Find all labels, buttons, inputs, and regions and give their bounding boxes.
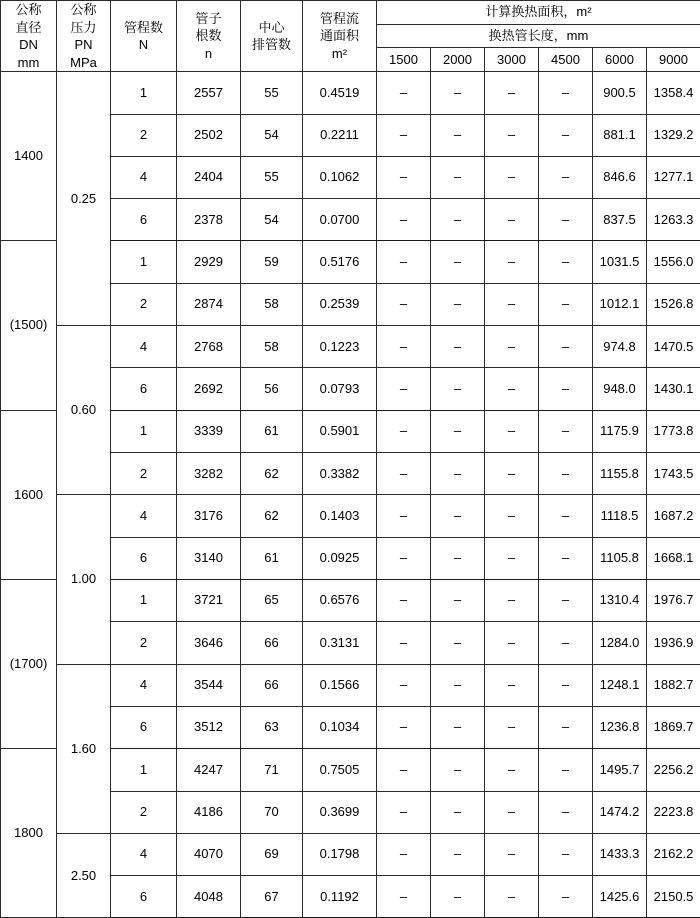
cell-pass-count: 4 [111, 495, 177, 537]
cell-heat-area-6000: 1425.6 [593, 876, 647, 918]
cell-heat-area-6000: 1236.8 [593, 706, 647, 748]
cell-heat-area-3000: – [485, 537, 539, 579]
cell-pass-count: 2 [111, 622, 177, 664]
cell-nominal-diameter: (1700) [1, 579, 57, 748]
header-calc-heat-area: 计算换热面积，m² [377, 1, 700, 25]
cell-heat-area-9000: 2162.2 [647, 833, 700, 875]
header-pn-line4: MPa [57, 54, 110, 72]
cell-nominal-diameter: 1800 [1, 749, 57, 918]
cell-pass-count: 2 [111, 453, 177, 495]
cell-heat-area-3000: – [485, 664, 539, 706]
cell-heat-area-2000: – [431, 706, 485, 748]
header-dn-line4: mm [1, 54, 56, 72]
header-pn-line1: 公称 [57, 1, 110, 19]
cell-heat-area-6000: 846.6 [593, 156, 647, 198]
cell-heat-area-1500: – [377, 156, 431, 198]
cell-center-row-count: 71 [241, 749, 303, 791]
header-nominal-pressure [57, 1, 111, 72]
cell-tube-count: 3339 [177, 410, 241, 452]
cell-heat-area-2000: – [431, 622, 485, 664]
cell-heat-area-2000: – [431, 453, 485, 495]
header-tubes-line3: n [177, 45, 240, 63]
cell-pass-count: 1 [111, 241, 177, 283]
cell-center-row-count: 66 [241, 622, 303, 664]
cell-heat-area-2000: – [431, 368, 485, 410]
cell-pass-count: 6 [111, 706, 177, 748]
cell-heat-area-3000: – [485, 579, 539, 621]
cell-heat-area-2000: – [431, 537, 485, 579]
header-pn-line2: 压力 [57, 19, 110, 37]
cell-heat-area-9000: 1773.8 [647, 410, 700, 452]
cell-tube-count: 2692 [177, 368, 241, 410]
cell-flow-area: 0.3131 [303, 622, 377, 664]
cell-heat-area-3000: – [485, 706, 539, 748]
header-passes-line2: N [111, 36, 176, 54]
header-dn-line2: 直径 [1, 19, 56, 37]
table-row [1, 833, 700, 875]
cell-heat-area-9000: 1936.9 [647, 622, 700, 664]
cell-center-row-count: 55 [241, 72, 303, 114]
cell-heat-area-1500: – [377, 876, 431, 918]
cell-heat-area-1500: – [377, 453, 431, 495]
cell-nominal-pressure: 2.50 [57, 833, 111, 918]
cell-heat-area-4500: – [539, 876, 593, 918]
cell-tube-count: 3140 [177, 537, 241, 579]
cell-heat-area-2000: – [431, 664, 485, 706]
cell-heat-area-4500: – [539, 199, 593, 241]
header-row-1 [1, 1, 700, 25]
cell-heat-area-4500: – [539, 833, 593, 875]
cell-heat-area-4500: – [539, 706, 593, 748]
cell-nominal-diameter: (1500) [1, 241, 57, 410]
header-length-4500: 4500 [539, 48, 593, 72]
cell-tube-count: 4048 [177, 876, 241, 918]
cell-heat-area-3000: – [485, 114, 539, 156]
cell-center-row-count: 69 [241, 833, 303, 875]
cell-heat-area-6000: 948.0 [593, 368, 647, 410]
cell-heat-area-9000: 1976.7 [647, 579, 700, 621]
cell-pass-count: 4 [111, 833, 177, 875]
cell-flow-area: 0.3382 [303, 453, 377, 495]
cell-center-row-count: 61 [241, 537, 303, 579]
header-dn-line3: DN [1, 36, 56, 54]
cell-flow-area: 0.1034 [303, 706, 377, 748]
header-flow-line2: 通面积 [303, 27, 376, 45]
cell-heat-area-1500: – [377, 622, 431, 664]
cell-heat-area-1500: – [377, 368, 431, 410]
cell-tube-count: 2502 [177, 114, 241, 156]
cell-heat-area-9000: 1277.1 [647, 156, 700, 198]
cell-flow-area: 0.1798 [303, 833, 377, 875]
header-length-1500: 1500 [377, 48, 431, 72]
cell-heat-area-9000: 1470.5 [647, 326, 700, 368]
cell-heat-area-6000: 1012.1 [593, 283, 647, 325]
cell-heat-area-6000: 1474.2 [593, 791, 647, 833]
cell-tube-count: 4070 [177, 833, 241, 875]
cell-heat-area-1500: – [377, 199, 431, 241]
cell-heat-area-3000: – [485, 876, 539, 918]
cell-heat-area-4500: – [539, 495, 593, 537]
cell-heat-area-3000: – [485, 749, 539, 791]
cell-center-row-count: 62 [241, 453, 303, 495]
cell-heat-area-2000: – [431, 791, 485, 833]
cell-flow-area: 0.0700 [303, 199, 377, 241]
cell-pass-count: 2 [111, 283, 177, 325]
cell-flow-area: 0.1192 [303, 876, 377, 918]
cell-center-row-count: 56 [241, 368, 303, 410]
cell-center-row-count: 55 [241, 156, 303, 198]
cell-heat-area-1500: – [377, 72, 431, 114]
cell-heat-area-4500: – [539, 453, 593, 495]
cell-tube-count: 2874 [177, 283, 241, 325]
cell-heat-area-2000: – [431, 156, 485, 198]
cell-heat-area-2000: – [431, 876, 485, 918]
cell-heat-area-6000: 1248.1 [593, 664, 647, 706]
cell-flow-area: 0.0793 [303, 368, 377, 410]
cell-heat-area-1500: – [377, 706, 431, 748]
cell-heat-area-1500: – [377, 833, 431, 875]
header-passes-line1: 管程数 [111, 19, 176, 37]
cell-heat-area-4500: – [539, 537, 593, 579]
header-center-row-count [241, 1, 303, 72]
cell-heat-area-3000: – [485, 833, 539, 875]
cell-pass-count: 4 [111, 664, 177, 706]
cell-center-row-count: 65 [241, 579, 303, 621]
cell-heat-area-3000: – [485, 156, 539, 198]
header-tubes-line2: 根数 [177, 27, 240, 45]
header-flow-line3: m² [303, 45, 376, 63]
cell-center-row-count: 66 [241, 664, 303, 706]
cell-pass-count: 1 [111, 410, 177, 452]
cell-heat-area-2000: – [431, 241, 485, 283]
header-tubes-line1: 管子 [177, 10, 240, 28]
cell-heat-area-2000: – [431, 72, 485, 114]
cell-flow-area: 0.6576 [303, 579, 377, 621]
cell-nominal-pressure: 0.25 [57, 72, 111, 326]
table-row [1, 664, 700, 706]
cell-heat-area-2000: – [431, 326, 485, 368]
cell-tube-count: 4186 [177, 791, 241, 833]
cell-center-row-count: 54 [241, 199, 303, 241]
cell-heat-area-1500: – [377, 791, 431, 833]
table-body [1, 72, 700, 918]
cell-pass-count: 6 [111, 876, 177, 918]
cell-pass-count: 2 [111, 114, 177, 156]
cell-tube-count: 2768 [177, 326, 241, 368]
header-tube-length: 换热管长度，mm [377, 24, 700, 48]
cell-nominal-diameter: 1600 [1, 410, 57, 579]
cell-nominal-diameter: 1400 [1, 72, 57, 241]
header-length-3000: 3000 [485, 48, 539, 72]
cell-heat-area-6000: 837.5 [593, 199, 647, 241]
cell-heat-area-1500: – [377, 410, 431, 452]
cell-heat-area-1500: – [377, 537, 431, 579]
cell-flow-area: 0.5901 [303, 410, 377, 452]
cell-heat-area-9000: 2150.5 [647, 876, 700, 918]
cell-tube-count: 2404 [177, 156, 241, 198]
cell-flow-area: 0.2211 [303, 114, 377, 156]
cell-heat-area-6000: 881.1 [593, 114, 647, 156]
cell-heat-area-9000: 1743.5 [647, 453, 700, 495]
cell-tube-count: 2557 [177, 72, 241, 114]
cell-pass-count: 2 [111, 791, 177, 833]
header-center-line2: 排管数 [241, 36, 302, 54]
cell-heat-area-9000: 1869.7 [647, 706, 700, 748]
cell-heat-area-1500: – [377, 664, 431, 706]
cell-center-row-count: 58 [241, 326, 303, 368]
cell-tube-count: 3176 [177, 495, 241, 537]
cell-center-row-count: 70 [241, 791, 303, 833]
cell-heat-area-4500: – [539, 283, 593, 325]
cell-heat-area-4500: – [539, 368, 593, 410]
table-row [1, 495, 700, 537]
cell-heat-area-3000: – [485, 326, 539, 368]
header-length-9000: 9000 [647, 48, 700, 72]
cell-heat-area-4500: – [539, 579, 593, 621]
cell-heat-area-6000: 1495.7 [593, 749, 647, 791]
cell-tube-count: 3512 [177, 706, 241, 748]
cell-center-row-count: 59 [241, 241, 303, 283]
cell-heat-area-4500: – [539, 72, 593, 114]
cell-heat-area-1500: – [377, 283, 431, 325]
cell-flow-area: 0.0925 [303, 537, 377, 579]
cell-heat-area-2000: – [431, 283, 485, 325]
header-nominal-diameter [1, 1, 57, 72]
cell-flow-area: 0.1403 [303, 495, 377, 537]
cell-tube-count: 3282 [177, 453, 241, 495]
cell-heat-area-3000: – [485, 368, 539, 410]
cell-heat-area-2000: – [431, 199, 485, 241]
cell-flow-area: 0.2539 [303, 283, 377, 325]
cell-heat-area-6000: 974.8 [593, 326, 647, 368]
cell-heat-area-2000: – [431, 749, 485, 791]
table-header [1, 1, 700, 72]
cell-heat-area-4500: – [539, 241, 593, 283]
cell-heat-area-6000: 1284.0 [593, 622, 647, 664]
cell-heat-area-1500: – [377, 495, 431, 537]
cell-nominal-pressure: 1.60 [57, 664, 111, 833]
cell-heat-area-2000: – [431, 114, 485, 156]
cell-heat-area-9000: 1526.8 [647, 283, 700, 325]
cell-heat-area-6000: 900.5 [593, 72, 647, 114]
cell-heat-area-1500: – [377, 326, 431, 368]
cell-heat-area-2000: – [431, 410, 485, 452]
cell-heat-area-4500: – [539, 749, 593, 791]
cell-flow-area: 0.1223 [303, 326, 377, 368]
table-row [1, 326, 700, 368]
cell-pass-count: 6 [111, 368, 177, 410]
cell-pass-count: 4 [111, 156, 177, 198]
cell-pass-count: 6 [111, 199, 177, 241]
cell-flow-area: 0.5176 [303, 241, 377, 283]
cell-heat-area-2000: – [431, 495, 485, 537]
cell-heat-area-9000: 1882.7 [647, 664, 700, 706]
cell-heat-area-9000: 1556.0 [647, 241, 700, 283]
cell-heat-area-9000: 1329.2 [647, 114, 700, 156]
cell-pass-count: 4 [111, 326, 177, 368]
cell-heat-area-4500: – [539, 156, 593, 198]
cell-heat-area-3000: – [485, 791, 539, 833]
cell-heat-area-9000: 1668.1 [647, 537, 700, 579]
cell-tube-count: 3721 [177, 579, 241, 621]
cell-tube-count: 3646 [177, 622, 241, 664]
cell-heat-area-4500: – [539, 114, 593, 156]
header-tube-count [177, 1, 241, 72]
cell-heat-area-9000: 1358.4 [647, 72, 700, 114]
cell-tube-count: 3544 [177, 664, 241, 706]
cell-heat-area-3000: – [485, 495, 539, 537]
cell-tube-count: 4247 [177, 749, 241, 791]
header-flow-line1: 管程流 [303, 10, 376, 28]
cell-center-row-count: 63 [241, 706, 303, 748]
cell-heat-area-3000: – [485, 283, 539, 325]
cell-heat-area-9000: 2223.8 [647, 791, 700, 833]
header-center-line1: 中心 [241, 19, 302, 37]
cell-center-row-count: 62 [241, 495, 303, 537]
table-row [1, 72, 700, 114]
cell-heat-area-3000: – [485, 241, 539, 283]
cell-flow-area: 0.7505 [303, 749, 377, 791]
cell-center-row-count: 58 [241, 283, 303, 325]
cell-flow-area: 0.1566 [303, 664, 377, 706]
cell-tube-count: 2929 [177, 241, 241, 283]
cell-pass-count: 1 [111, 749, 177, 791]
cell-heat-area-4500: – [539, 791, 593, 833]
cell-heat-area-6000: 1118.5 [593, 495, 647, 537]
cell-center-row-count: 54 [241, 114, 303, 156]
cell-heat-area-1500: – [377, 241, 431, 283]
cell-flow-area: 0.3699 [303, 791, 377, 833]
header-flow-area [303, 1, 377, 72]
cell-heat-area-3000: – [485, 72, 539, 114]
cell-heat-area-1500: – [377, 579, 431, 621]
cell-heat-area-6000: 1310.4 [593, 579, 647, 621]
cell-heat-area-9000: 1430.1 [647, 368, 700, 410]
cell-heat-area-6000: 1433.3 [593, 833, 647, 875]
cell-pass-count: 1 [111, 72, 177, 114]
header-length-2000: 2000 [431, 48, 485, 72]
cell-heat-area-1500: – [377, 114, 431, 156]
cell-center-row-count: 61 [241, 410, 303, 452]
cell-heat-area-4500: – [539, 664, 593, 706]
header-pn-line3: PN [57, 36, 110, 54]
cell-flow-area: 0.4519 [303, 72, 377, 114]
cell-tube-count: 2378 [177, 199, 241, 241]
cell-heat-area-9000: 1687.2 [647, 495, 700, 537]
cell-heat-area-3000: – [485, 453, 539, 495]
cell-heat-area-4500: – [539, 622, 593, 664]
cell-heat-area-4500: – [539, 326, 593, 368]
cell-nominal-pressure: 0.60 [57, 326, 111, 495]
cell-heat-area-6000: 1175.9 [593, 410, 647, 452]
cell-heat-area-9000: 1263.3 [647, 199, 700, 241]
cell-flow-area: 0.1062 [303, 156, 377, 198]
cell-heat-area-3000: – [485, 622, 539, 664]
cell-heat-area-3000: – [485, 410, 539, 452]
cell-pass-count: 1 [111, 579, 177, 621]
cell-heat-area-6000: 1155.8 [593, 453, 647, 495]
cell-center-row-count: 67 [241, 876, 303, 918]
cell-heat-area-6000: 1105.8 [593, 537, 647, 579]
cell-nominal-pressure: 1.00 [57, 495, 111, 664]
cell-pass-count: 6 [111, 537, 177, 579]
cell-heat-area-1500: – [377, 749, 431, 791]
cell-heat-area-2000: – [431, 833, 485, 875]
header-pass-count [111, 1, 177, 72]
header-length-6000: 6000 [593, 48, 647, 72]
header-dn-line1: 公称 [1, 1, 56, 19]
cell-heat-area-6000: 1031.5 [593, 241, 647, 283]
cell-heat-area-2000: – [431, 579, 485, 621]
cell-heat-area-4500: – [539, 410, 593, 452]
cell-heat-area-3000: – [485, 199, 539, 241]
cell-heat-area-9000: 2256.2 [647, 749, 700, 791]
